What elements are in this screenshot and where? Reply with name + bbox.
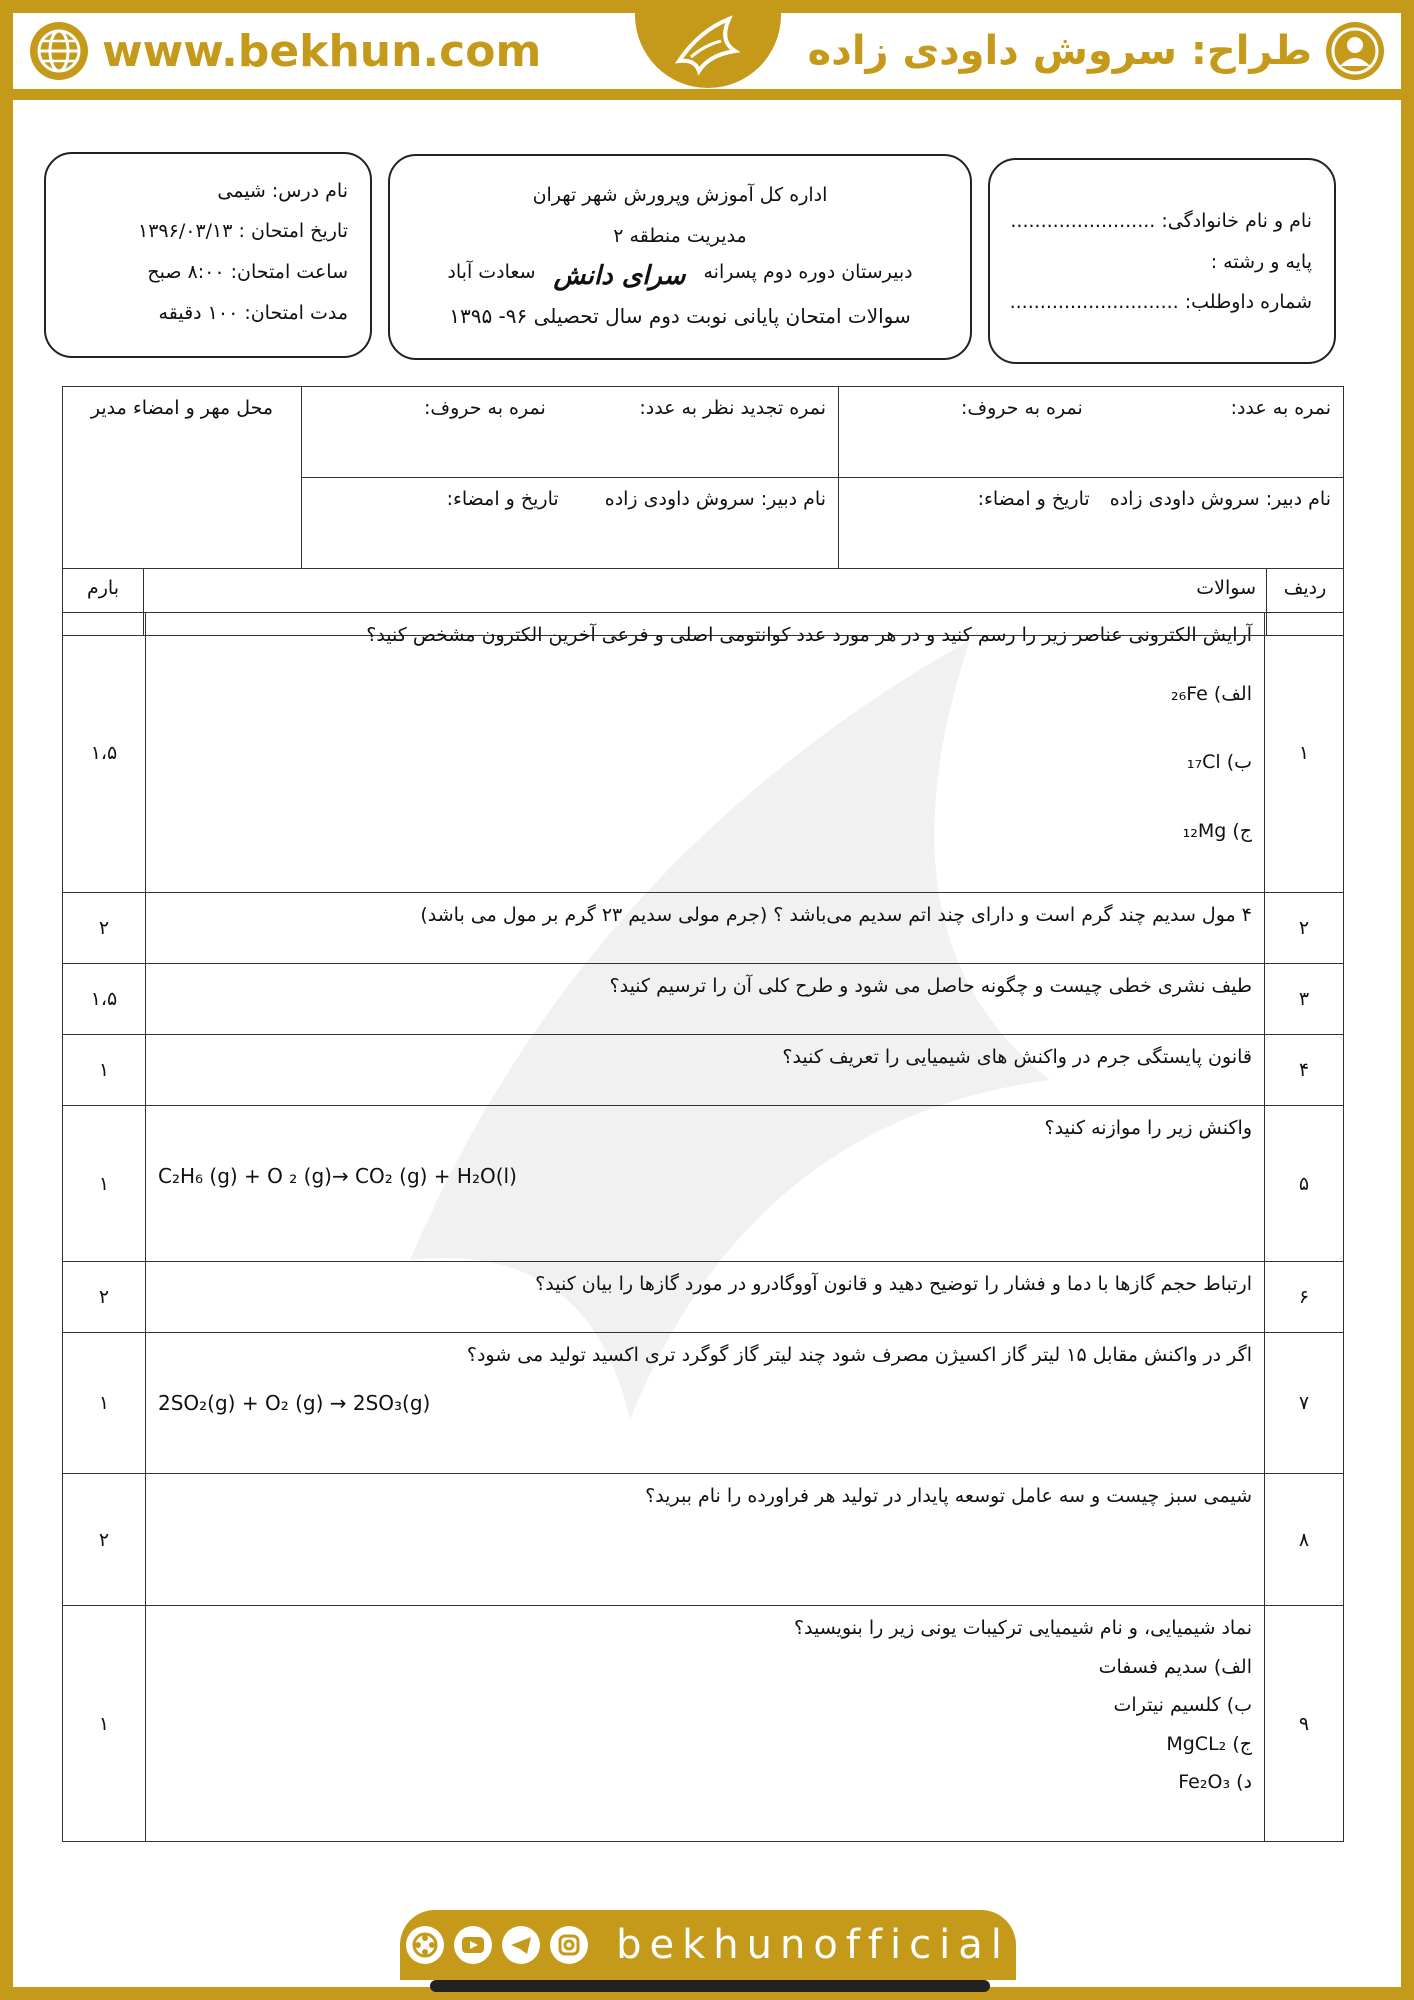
question-row	[63, 613, 1344, 893]
question-item: ج) ₁₂Mg	[1182, 819, 1252, 842]
teacher-cell-2	[302, 478, 839, 569]
exam-info-box	[44, 152, 372, 358]
question-number: ۲	[1265, 893, 1344, 964]
question-score: ۱،۵	[63, 964, 146, 1035]
question-text: شیمی سبز چیست و سه عامل توسعه پایدار در تولید هر فراورده را نام ببرید؟	[146, 1474, 1265, 1606]
question-text-cell	[146, 1333, 1265, 1474]
score-number-label: نمره به عدد:	[1230, 397, 1331, 419]
question-item: ب) ₁₇Cl	[1186, 751, 1252, 773]
question-number: ۴	[1265, 1035, 1344, 1106]
teacher-cell-1	[839, 478, 1344, 569]
question-number: ۳	[1265, 964, 1344, 1035]
reaction-formula: 2SO₂(g) + O₂ (g) → 2SO₃(g)	[158, 1390, 431, 1415]
student-info-box	[988, 158, 1336, 364]
score-words-label: نمره به حروف:	[961, 397, 1083, 419]
globe-icon	[30, 22, 88, 80]
exam-title: سوالات امتحان پایانی نوبت دوم سال تحصیلی ۹۶- ۱۳۹۵	[449, 304, 911, 328]
question-item: الف) سدیم فسفات	[1098, 1655, 1252, 1678]
exam-time: ساعت امتحان: ۸:۰۰ صبح	[147, 261, 348, 283]
header-score: بارم	[86, 577, 120, 599]
question-score: ۲	[63, 893, 146, 964]
school-location: سعادت آباد	[447, 261, 536, 283]
question-score: ۱	[63, 1606, 146, 1842]
question-row	[63, 1262, 1344, 1333]
school-logo-text: سرای دانش	[553, 261, 686, 291]
question-score: ۱	[63, 1333, 146, 1474]
grade-table	[62, 386, 1344, 636]
question-text-cell	[146, 1606, 1265, 1842]
header-questions: سوالات	[143, 569, 1266, 635]
student-number-field: شماره داوطلب: ............................	[1009, 291, 1312, 313]
student-name-field: نام و نام خانوادگی: ........................	[1010, 210, 1312, 232]
question-text: ارتباط حجم گازها با دما و فشار را توضیح دهید و قانون آووگادرو در مورد گازها را بیان کنید؟	[146, 1262, 1265, 1333]
question-score: ۲	[63, 1474, 146, 1606]
question-row	[63, 964, 1344, 1035]
question-text: واکنش زیر را موازنه کنید؟	[1044, 1117, 1252, 1139]
score-cell	[839, 387, 1344, 478]
question-item: ج) MgCL₂	[1166, 1732, 1252, 1755]
question-item: ب) کلسیم نیترات	[1113, 1694, 1252, 1716]
question-number: ۷	[1265, 1333, 1344, 1474]
designer-text: طراح: سروش داودی زاده	[807, 28, 1312, 74]
question-score: ۱	[63, 1035, 146, 1106]
question-text-cell	[146, 1106, 1265, 1262]
question-number: ۹	[1265, 1606, 1344, 1842]
question-number: ۵	[1265, 1106, 1344, 1262]
footer-bar	[400, 1910, 1016, 1980]
school-line-3: دبیرستان دوره دوم پسرانه	[703, 261, 913, 283]
reaction-formula: C₂H₆ (g) + O ₂ (g)→ CO₂ (g) + H₂O(l)	[158, 1163, 517, 1188]
teacher-sign-2: تاریخ و امضاء:	[446, 488, 559, 510]
header-row-number: ردیف	[1266, 569, 1343, 635]
footer-shadow	[430, 1980, 990, 1992]
aparat-icon[interactable]	[406, 1926, 444, 1964]
question-number: ۸	[1265, 1474, 1344, 1606]
designer-label	[808, 18, 1384, 84]
question-number: ۱	[1265, 613, 1344, 893]
site-link[interactable]	[30, 18, 541, 84]
question-score: ۱	[63, 1106, 146, 1262]
teacher-name-2: نام دبیر: سروش داودی زاده	[604, 488, 826, 510]
exam-subject: نام درس: شیمی	[217, 180, 348, 202]
exam-duration: مدت امتحان: ۱۰۰ دقیقه	[158, 302, 348, 324]
site-url: www.bekhun.com	[102, 25, 542, 77]
school-info-box	[388, 154, 972, 360]
instagram-icon[interactable]	[550, 1926, 588, 1964]
question-number: ۶	[1265, 1262, 1344, 1333]
student-grade-field: پایه و رشته :	[1210, 251, 1312, 273]
seal-label: محل مهر و امضاء مدیر	[90, 397, 274, 419]
question-row	[63, 1106, 1344, 1262]
exam-date: تاریخ امتحان : ۱۳۹۶/۰۳/۱۳	[138, 220, 348, 242]
school-line-2: مدیریت منطقه ۲	[613, 225, 747, 247]
question-text: آرایش الکترونی عناصر زیر را رسم کنید و در هر مورد عدد کوانتومی اصلی و فرعی آخرین الکترون مشخص کنید؟	[366, 624, 1252, 646]
user-icon	[1326, 22, 1384, 80]
question-row	[63, 1474, 1344, 1606]
school-line-1: اداره کل آموزش وپرورش شهر تهران	[532, 184, 828, 206]
question-row	[63, 1606, 1344, 1842]
youtube-icon[interactable]	[454, 1926, 492, 1964]
seal-cell	[63, 387, 302, 569]
teacher-sign-1: تاریخ و امضاء:	[977, 488, 1090, 510]
question-text: قانون پایستگی جرم در واکنش های شیمیایی را تعریف کنید؟	[146, 1035, 1265, 1106]
telegram-icon[interactable]	[502, 1926, 540, 1964]
question-score: ۲	[63, 1262, 146, 1333]
question-score: ۱،۵	[63, 613, 146, 893]
teacher-name-1: نام دبیر: سروش داودی زاده	[1109, 488, 1331, 510]
revised-score-cell	[302, 387, 839, 478]
question-text: طیف نشری خطی چیست و چگونه حاصل می شود و طرح کلی آن را ترسیم کنید؟	[146, 964, 1265, 1035]
question-text: نماد شیمیایی، و نام شیمیایی ترکیبات یونی زیر را بنویسید؟	[793, 1617, 1252, 1639]
question-text-cell	[146, 613, 1265, 893]
question-row	[63, 1333, 1344, 1474]
questions-table	[62, 612, 1344, 1842]
question-item: د) Fe₂O₃	[1178, 1771, 1252, 1793]
revised-number-label: نمره تجدید نظر به عدد:	[639, 397, 826, 419]
question-text: اگر در واکنش مقابل ۱۵ لیتر گاز اکسیژن مصرف شود چند لیتر گاز گوگرد تری اکسید تولید می شود؟	[466, 1344, 1252, 1366]
social-handle[interactable]: bekhunofficial	[616, 1922, 1010, 1968]
question-row	[63, 1035, 1344, 1106]
question-text: ۴ مول سدیم چند گرم است و دارای چند اتم سدیم می‌باشد ؟ (جرم مولی سدیم ۲۳ گرم بر مول می باشد)	[146, 893, 1265, 964]
revised-words-label: نمره به حروف:	[424, 397, 546, 419]
question-item: الف) ₂₆Fe	[1170, 682, 1252, 705]
question-row	[63, 893, 1344, 964]
